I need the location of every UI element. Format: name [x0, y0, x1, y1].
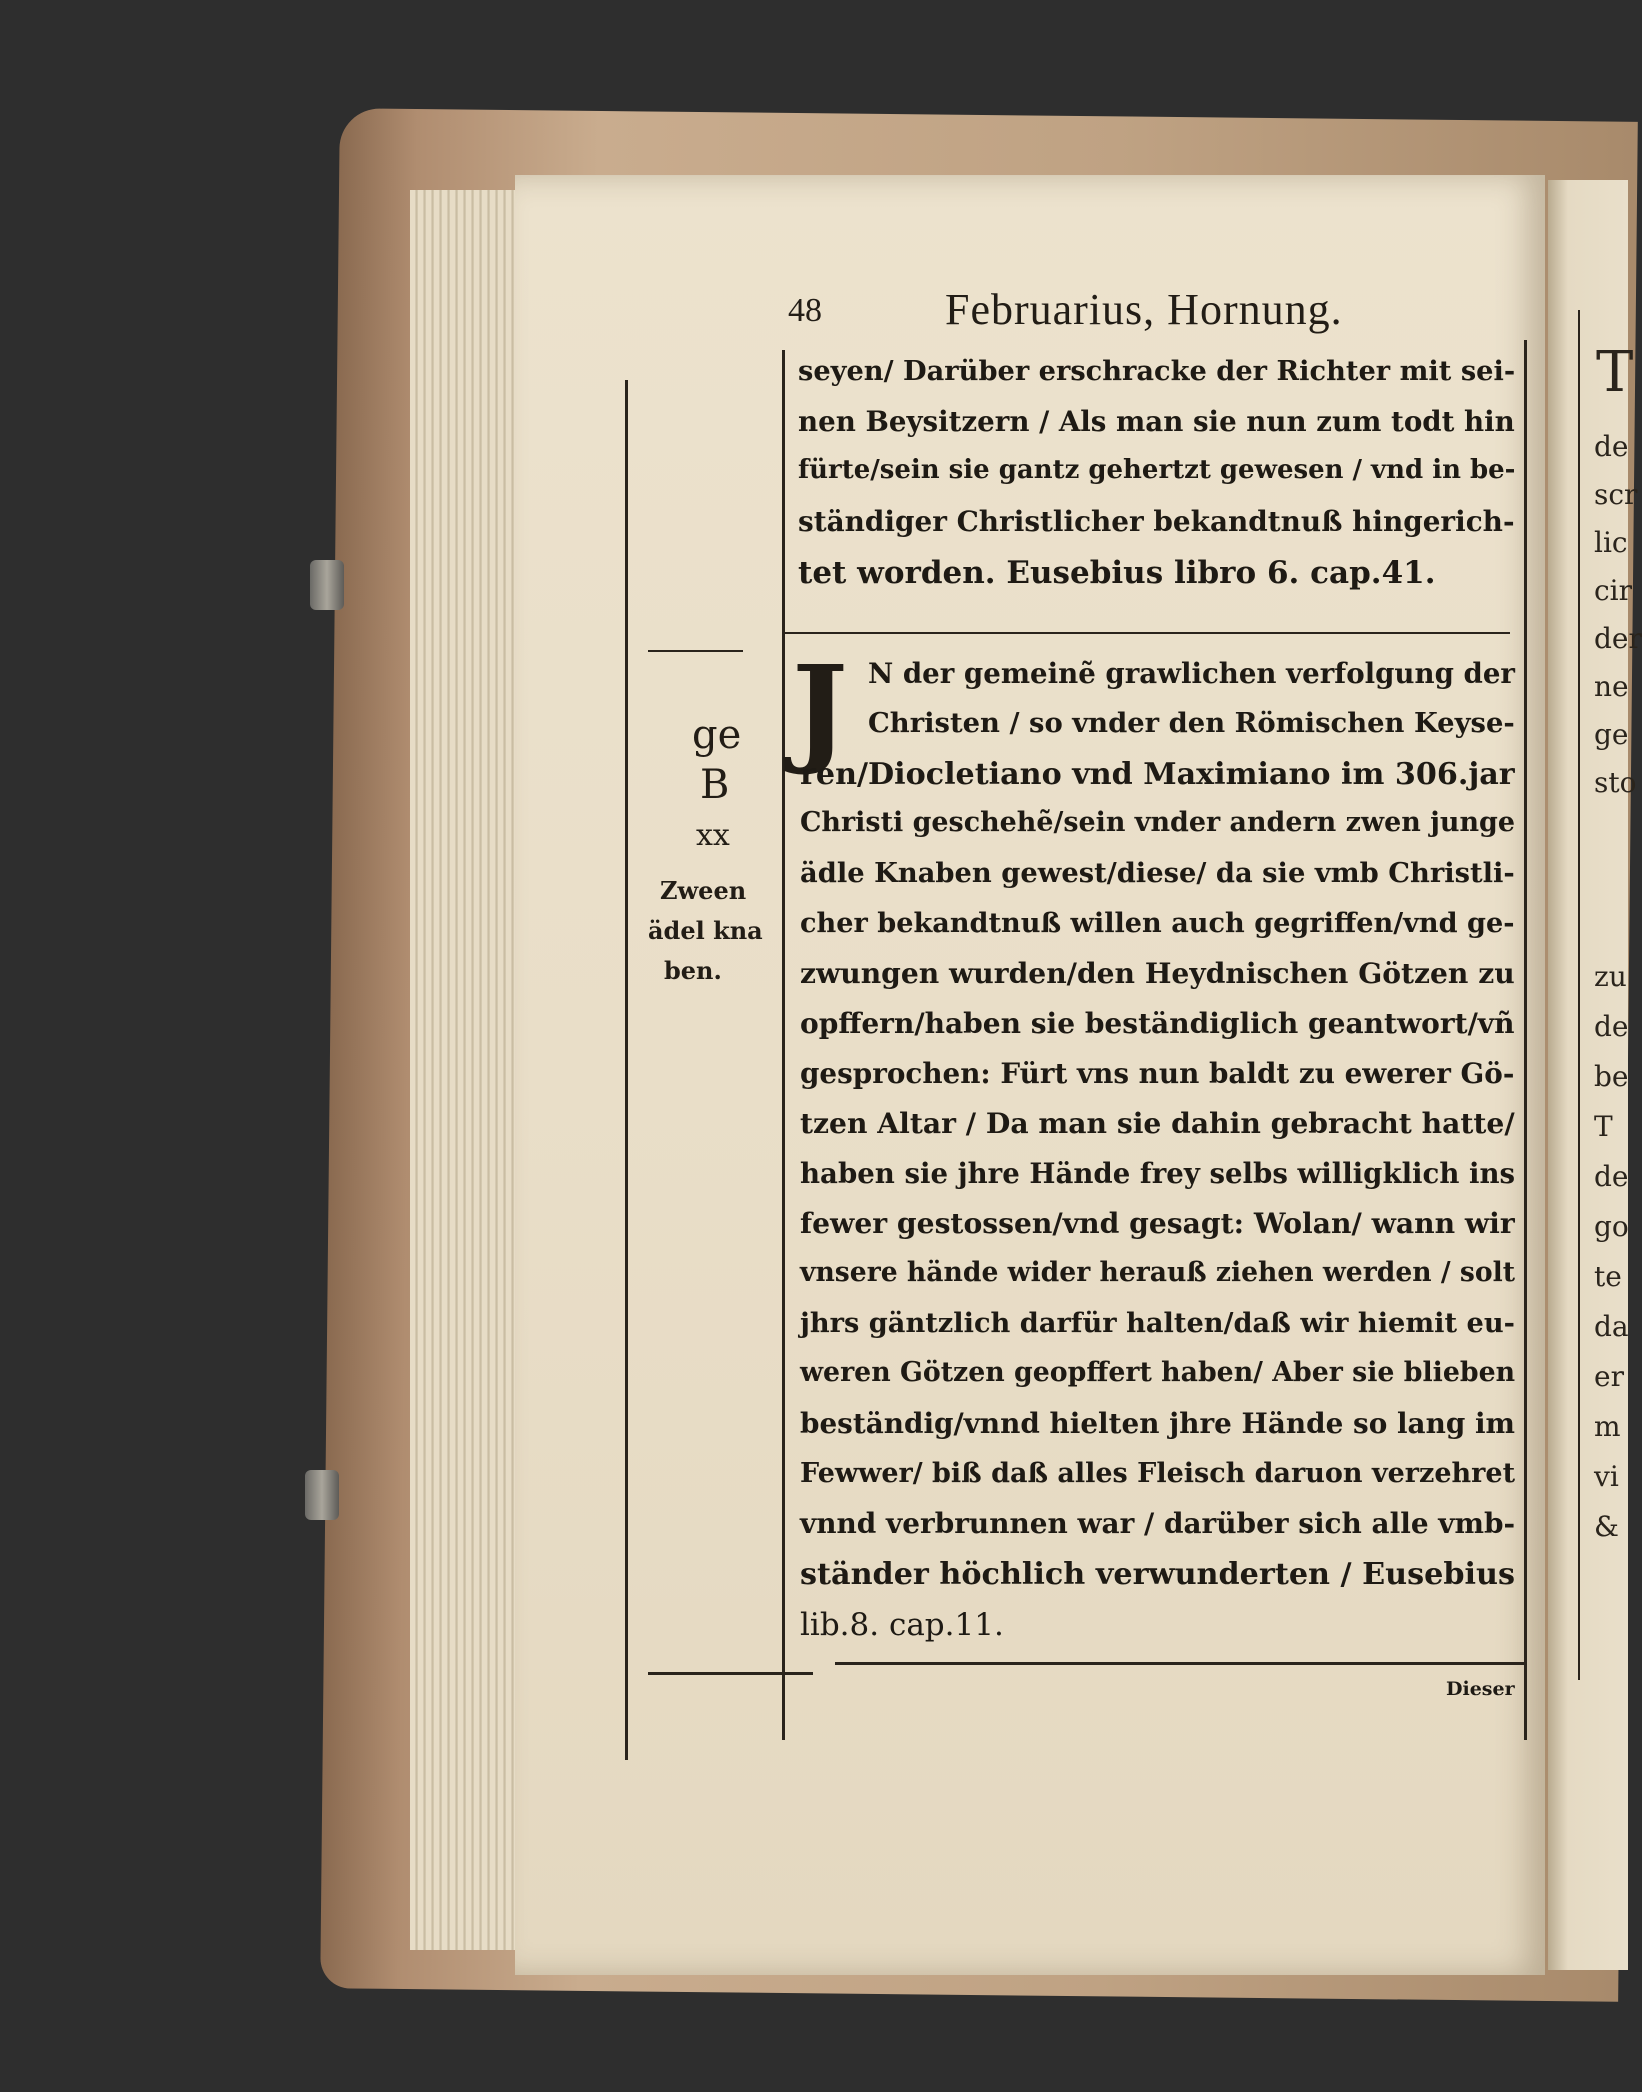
facing-text-fragment: de: [1594, 430, 1629, 463]
facing-text-fragment: de: [1594, 1010, 1629, 1043]
text-line: seyen/ Darüber erschracke der Richter mit sei-: [798, 355, 1516, 387]
catchword: Dieser: [1446, 1678, 1515, 1700]
margin-note-line: Zween: [660, 876, 747, 905]
facing-text-fragment: da: [1594, 1310, 1629, 1343]
text-line: cher bekandtnuß willen auch gegriffen/vnd ge-: [800, 908, 1515, 939]
text-line: tzen Altar / Da man sie dahin gebracht hatte/: [800, 1107, 1515, 1140]
margin-note-line: ben.: [664, 956, 722, 985]
margin-note-line: ädel kna: [648, 916, 763, 945]
facing-text-fragment: zu: [1594, 960, 1627, 993]
passage-divider: [785, 632, 1510, 634]
outer-column-rule: [1524, 340, 1527, 1740]
facing-text-fragment: &: [1594, 1510, 1619, 1543]
text-line: Fewwer/ biß daß alles Fleisch daruon verzehret: [800, 1458, 1516, 1489]
text-line: beständig/vnnd hielten jhre Hände so lang im: [800, 1407, 1516, 1440]
drop-cap: J: [792, 639, 848, 778]
facing-text-fragment: cir: [1594, 574, 1633, 607]
text-line: vnsere hände wider herauß ziehen werden / solt: [800, 1257, 1516, 1288]
text-line: fewer gestossen/vnd gesagt: Wolan/ wann wir: [800, 1207, 1515, 1240]
facing-text-fragment: ge: [1594, 718, 1629, 751]
text-line: ständer höchlich verwunderten / Eusebius: [800, 1557, 1516, 1592]
text-line: zwungen wurden/den Heydnischen Götzen zu: [800, 957, 1515, 990]
facing-page-rule: [1578, 310, 1580, 1680]
text-line: nen Beysitzern / Als man sie nun zum todt hin: [798, 405, 1515, 438]
facing-text-fragment: sto: [1594, 766, 1637, 799]
inner-column-rule: [782, 350, 785, 1740]
text-line: jhrs gäntzlich darfür halten/daß wir hiemit eu-: [800, 1307, 1515, 1339]
margin-date-letter: B: [700, 762, 730, 808]
clasp-bottom: [305, 1470, 339, 1520]
facing-text-fragment: be: [1594, 1060, 1629, 1093]
margin-column-rule: [625, 380, 628, 1760]
text-line: lib.8. cap.11.: [800, 1607, 1004, 1643]
facing-text-fragment: go: [1594, 1210, 1629, 1243]
margin-divider: [648, 650, 743, 652]
facing-text-fragment: der: [1594, 622, 1642, 655]
text-line: ständiger Christlicher bekandtnuß hingerich-: [798, 505, 1515, 538]
text-line: weren Götzen geopffert haben/ Aber sie blieben: [800, 1357, 1516, 1388]
facing-text-fragment: lic: [1594, 526, 1628, 559]
text-line: haben sie jhre Hände frey selbs willigklich ins: [800, 1157, 1516, 1190]
text-line: Christen / so vnder den Römischen Keyse-: [868, 707, 1515, 739]
text-line: Christi geschehẽ/sein vnder andern zwen junge: [800, 807, 1516, 838]
text-line: ren/Diocletiano vnd Maximiano im 306.jar: [800, 757, 1515, 792]
text-line: fürte/sein sie gantz gehertzt gewesen / vnd in be-: [798, 455, 1516, 485]
text-line: opffern/haben sie beständiglich geantwort/vñ: [800, 1007, 1515, 1040]
facing-text-fragment: T: [1594, 1110, 1613, 1143]
page-number: 48: [788, 292, 822, 329]
facing-text-fragment: vi: [1594, 1460, 1619, 1493]
bottom-rule: [835, 1662, 1525, 1665]
facing-text-fragment: scr: [1594, 478, 1638, 511]
running-head: Februarius, Hornung.: [945, 285, 1343, 334]
text-line: tet worden. Eusebius libro 6. cap.41.: [798, 555, 1436, 591]
margin-date-letter: ge: [692, 712, 742, 758]
facing-text-fragment: m: [1594, 1410, 1621, 1443]
text-line: N der gemeinẽ grawlichen verfolgung der: [868, 657, 1515, 690]
text-line: gesprochen: Fürt vns nun baldt zu ewerer Gö-: [800, 1057, 1515, 1090]
facing-text-fragment: de: [1594, 1160, 1629, 1193]
margin-date-letter: xx: [696, 818, 730, 853]
text-line: vnnd verbrunnen war / darüber sich alle vmb-: [800, 1507, 1516, 1540]
facing-text-fragment: T: [1596, 340, 1634, 405]
text-line: ädle Knaben gewest/diese/ da sie vmb Christli-: [800, 857, 1515, 889]
facing-text-fragment: te: [1594, 1260, 1622, 1293]
bottom-margin-rule: [648, 1672, 813, 1675]
facing-text-fragment: ne: [1594, 670, 1629, 703]
facing-text-fragment: er: [1594, 1360, 1624, 1393]
clasp-top: [310, 560, 344, 610]
page-edges: [410, 190, 530, 1950]
